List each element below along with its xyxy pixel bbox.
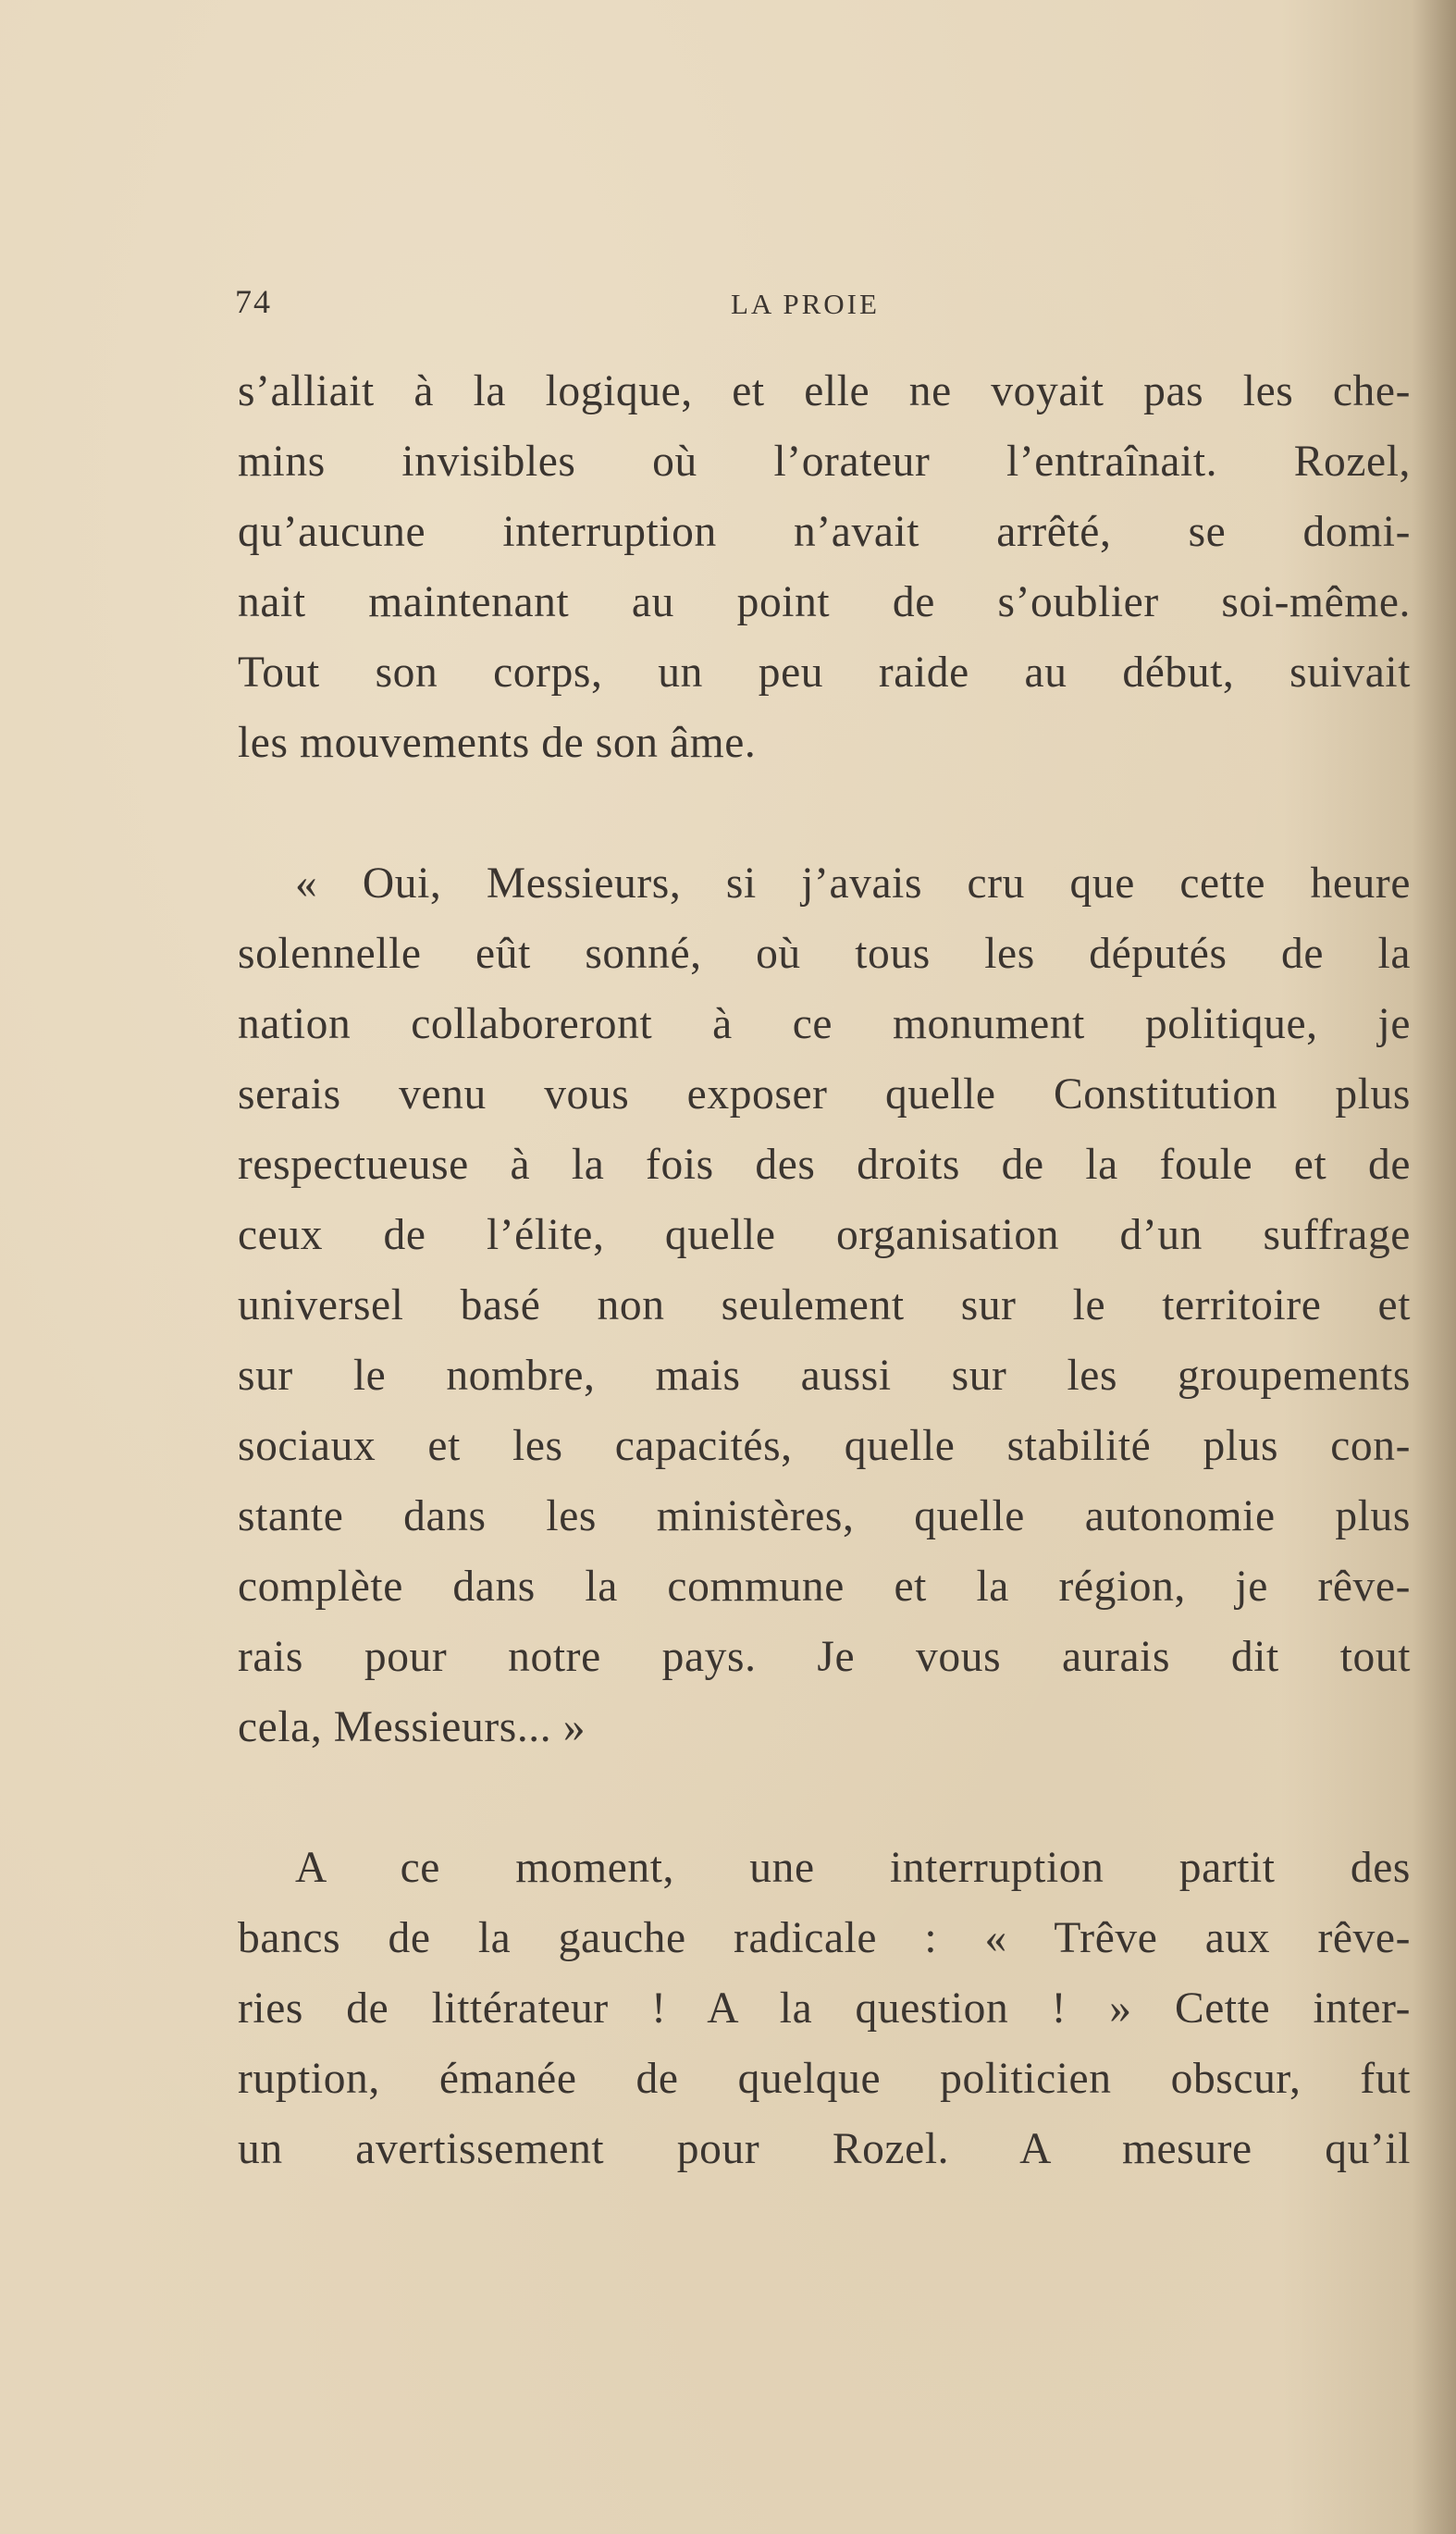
text-line: complète dans la commune et la région, je rêve- <box>238 1563 1411 1611</box>
text-line: bancs de la gauche radicale : « Trêve aux rêve- <box>238 1914 1411 1962</box>
paragraph-3 <box>238 1833 1411 2184</box>
text-line: nation collaboreront à ce monument politique, je <box>238 1000 1411 1048</box>
running-title: LA PROIE <box>731 288 880 320</box>
text-line: cela, Messieurs... » <box>238 1703 586 1751</box>
text-line: mins invisibles où l’orateur l’entraînait. Rozel, <box>238 438 1411 486</box>
text-line: respectueuse à la fois des droits de la foule et de <box>238 1141 1411 1189</box>
paragraph-2 <box>238 848 1411 1762</box>
text-line: sociaux et les capacités, quelle stabilité plus con- <box>238 1422 1411 1470</box>
text-line: sur le nombre, mais aussi sur les groupements <box>238 1352 1411 1400</box>
paragraph-gap <box>238 1762 1411 1833</box>
text-line: ries de littérateur ! A la question ! » Cette inter- <box>238 1984 1411 2033</box>
text-line: ruption, émanée de quelque politicien obscur, fut <box>238 2055 1411 2103</box>
text-line: les mouvements de son âme. <box>238 719 757 767</box>
text-line: Tout son corps, un peu raide au début, suivait <box>238 649 1411 697</box>
text-line: nait maintenant au point de s’oublier soi-même. <box>238 578 1411 626</box>
text-line: universel basé non seulement sur le territoire et <box>238 1281 1411 1329</box>
text-line: solennelle eût sonné, où tous les députés de la <box>238 930 1411 978</box>
text-line: qu’aucune interruption n’avait arrêté, se domi- <box>238 508 1411 556</box>
body-text <box>238 356 1411 2184</box>
paragraph-gap <box>238 778 1411 848</box>
text-line: un avertissement pour Rozel. A mesure qu’il <box>238 2125 1411 2173</box>
paragraph-1 <box>238 356 1411 778</box>
running-head <box>235 282 1410 328</box>
text-line: A ce moment, une interruption partit des <box>295 1844 1411 1892</box>
text-line: serais venu vous exposer quelle Constitution plus <box>238 1070 1411 1119</box>
text-line: stante dans les ministères, quelle autonomie plus <box>238 1492 1411 1540</box>
text-line: ceux de l’élite, quelle organisation d’un suffrage <box>238 1211 1411 1259</box>
text-line: « Oui, Messieurs, si j’avais cru que cette heure <box>295 859 1411 908</box>
page-number: 74 <box>235 283 272 320</box>
text-line: s’alliait à la logique, et elle ne voyait pas les che- <box>238 367 1411 415</box>
text-line: rais pour notre pays. Je vous aurais dit tout <box>238 1633 1411 1681</box>
